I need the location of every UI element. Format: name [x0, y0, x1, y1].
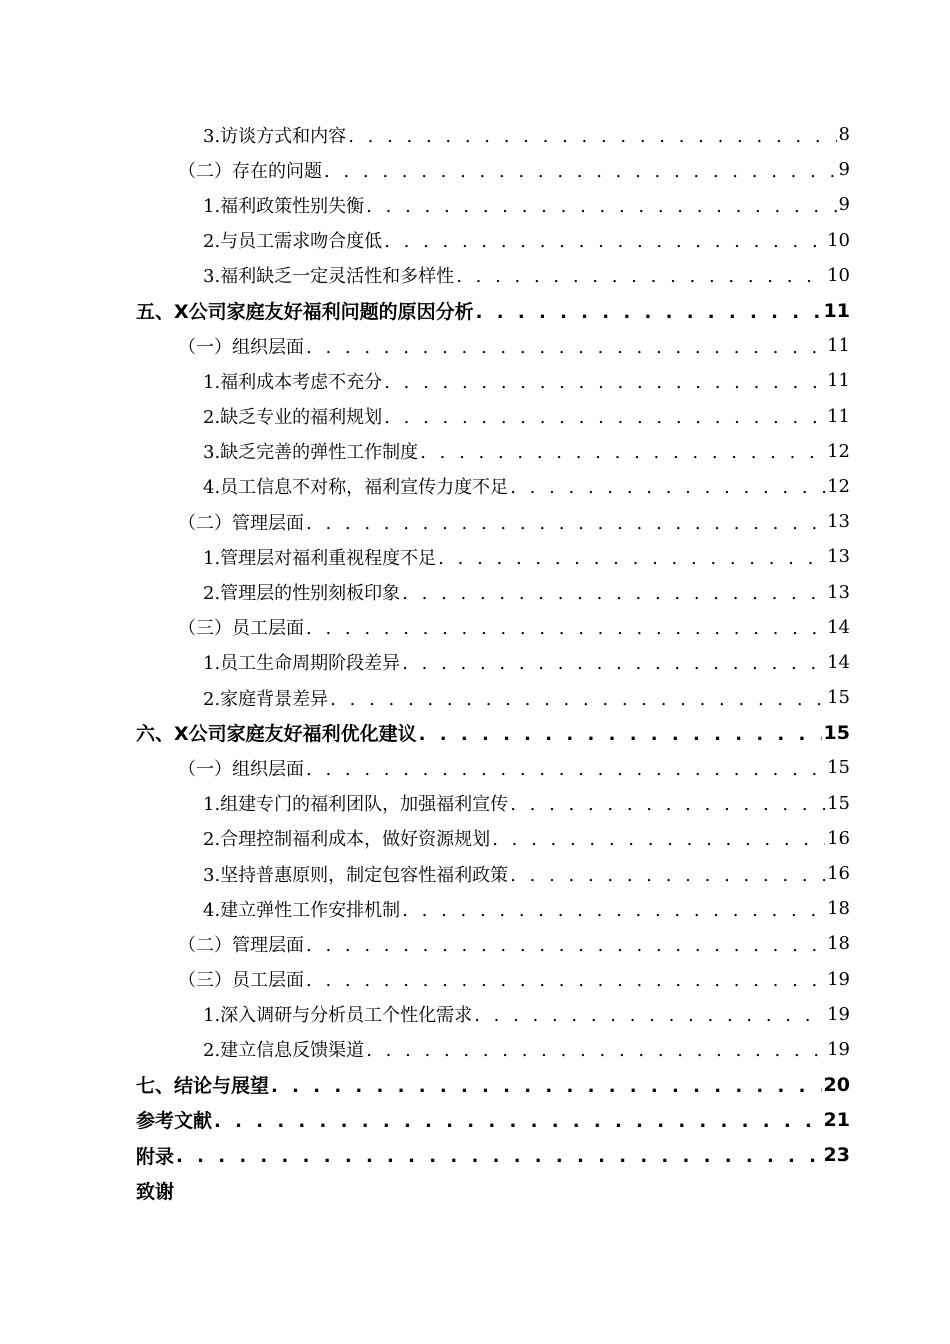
toc-entry-label: 3.缺乏完善的弹性工作制度	[203, 442, 419, 464]
toc-leader-dots	[306, 761, 825, 779]
toc-entry[interactable]	[0, 610, 950, 645]
toc-entry-page-number: 19	[827, 1003, 850, 1025]
toc-entry[interactable]	[0, 1137, 950, 1172]
toc-entry[interactable]	[0, 786, 950, 821]
toc-entry[interactable]	[0, 1067, 950, 1102]
toc-entry-label: 3.访谈方式和内容	[203, 125, 347, 147]
toc-entry[interactable]	[0, 926, 950, 961]
toc-entry[interactable]	[0, 187, 950, 222]
toc-entry-page-number: 18	[827, 933, 850, 955]
toc-entry[interactable]	[0, 328, 950, 363]
toc-leader-dots	[402, 902, 825, 920]
toc-entry-label: 1.福利政策性别失衡	[203, 195, 365, 217]
toc-entry[interactable]	[0, 645, 950, 680]
toc-entry-page-number: 9	[838, 159, 850, 181]
toc-entry-page-number: 13	[827, 581, 850, 603]
toc-leader-dots	[306, 515, 825, 533]
toc-entry-label: 1.员工生命周期阶段差异	[203, 653, 401, 675]
toc-entry-page-number: 13	[827, 546, 850, 568]
table-of-contents	[0, 117, 950, 1208]
toc-entry-label: 3.福利缺乏一定灵活性和多样性	[203, 266, 455, 288]
toc-entry[interactable]	[0, 293, 950, 328]
toc-entry-label: 致谢	[136, 1180, 175, 1203]
toc-entry-page-number: 10	[827, 229, 850, 251]
toc-leader-dots	[366, 1042, 825, 1060]
toc-entry-page-number: 16	[827, 863, 850, 885]
toc-entry-page-number: 19	[827, 1038, 850, 1060]
toc-entry-page-number: 11	[827, 370, 850, 392]
toc-entry-page-number: 15	[827, 687, 850, 709]
toc-leader-dots	[324, 163, 837, 181]
toc-entry[interactable]	[0, 1173, 950, 1208]
toc-entry-label: （一）组织层面	[178, 758, 304, 780]
toc-leader-dots	[271, 1078, 822, 1096]
toc-entry-page-number: 21	[823, 1108, 850, 1131]
toc-entry-label: 1.组建专门的福利团队，加强福利宣传	[203, 794, 509, 816]
toc-entry[interactable]	[0, 891, 950, 926]
toc-entry[interactable]	[0, 258, 950, 293]
toc-leader-dots	[419, 726, 822, 744]
toc-entry-label: 附录	[136, 1145, 175, 1168]
toc-entry[interactable]	[0, 504, 950, 539]
toc-entry[interactable]	[0, 821, 950, 856]
toc-entry-label: 七、结论与展望	[136, 1075, 270, 1098]
toc-leader-dots	[402, 585, 825, 603]
toc-entry-label: （二）存在的问题	[178, 160, 322, 182]
toc-entry-label: 2.合理控制福利成本，做好资源规划	[203, 829, 491, 851]
toc-leader-dots	[456, 268, 825, 286]
toc-entry-label: 2.缺乏专业的福利规划	[203, 407, 383, 429]
toc-entry-label: 2.与员工需求吻合度低	[203, 231, 383, 253]
toc-leader-dots	[402, 655, 825, 673]
toc-entry[interactable]	[0, 574, 950, 609]
toc-entry-label: 4.员工信息不对称，福利宣传力度不足	[203, 477, 509, 499]
toc-leader-dots	[474, 1007, 825, 1025]
toc-entry-page-number: 12	[827, 475, 850, 497]
toc-entry-page-number: 14	[827, 651, 850, 673]
toc-entry-label: 五、X公司家庭友好福利问题的原因分析	[136, 301, 474, 324]
toc-entry-label: （三）员工层面	[178, 618, 304, 640]
toc-leader-dots	[438, 550, 825, 568]
toc-entry-page-number: 18	[827, 898, 850, 920]
toc-entry-label: 2.建立信息反馈渠道	[203, 1040, 365, 1062]
toc-entry[interactable]	[0, 152, 950, 187]
toc-entry-page-number: 15	[823, 721, 850, 744]
toc-leader-dots	[384, 374, 825, 392]
toc-entry[interactable]	[0, 750, 950, 785]
toc-entry-page-number: 11	[827, 405, 850, 427]
toc-entry-label: 1.深入调研与分析员工个性化需求	[203, 1005, 473, 1027]
toc-entry[interactable]	[0, 469, 950, 504]
toc-entry[interactable]	[0, 962, 950, 997]
toc-leader-dots	[176, 1148, 822, 1166]
toc-leader-dots	[492, 831, 825, 849]
toc-leader-dots	[306, 937, 825, 955]
toc-entry-label: 2.管理层的性别刻板印象	[203, 583, 401, 605]
toc-entry[interactable]	[0, 223, 950, 258]
toc-entry-page-number: 10	[827, 264, 850, 286]
toc-entry-page-number: 15	[827, 757, 850, 779]
toc-entry[interactable]	[0, 997, 950, 1032]
toc-leader-dots	[510, 796, 825, 814]
toc-entry-label: 1.福利成本考虑不充分	[203, 371, 383, 393]
toc-entry[interactable]	[0, 680, 950, 715]
toc-leader-dots	[306, 339, 825, 357]
toc-leader-dots	[510, 479, 825, 497]
toc-leader-dots	[348, 128, 836, 146]
toc-leader-dots	[330, 691, 825, 709]
toc-entry-label: 参考文献	[136, 1110, 213, 1133]
toc-entry-page-number: 16	[827, 827, 850, 849]
toc-entry-label: 2.家庭背景差异	[203, 688, 329, 710]
toc-entry-page-number: 13	[827, 511, 850, 533]
toc-leader-dots	[306, 972, 825, 990]
toc-entry-page-number: 20	[823, 1073, 850, 1096]
toc-entry-page-number: 12	[827, 440, 850, 462]
toc-entry[interactable]	[0, 117, 950, 152]
toc-entry-page-number: 11	[823, 299, 850, 322]
toc-entry[interactable]	[0, 399, 950, 434]
toc-entry-label: 1.管理层对福利重视程度不足	[203, 547, 437, 569]
toc-entry[interactable]	[0, 1102, 950, 1137]
toc-leader-dots	[420, 444, 825, 462]
toc-entry-label: （三）员工层面	[178, 970, 304, 992]
toc-entry[interactable]	[0, 856, 950, 891]
toc-leader-dots	[476, 304, 822, 322]
toc-entry[interactable]	[0, 1032, 950, 1067]
toc-entry-label: 3.坚持普惠原则，制定包容性福利政策	[203, 864, 509, 886]
toc-entry-page-number: 23	[823, 1144, 850, 1167]
toc-entry-page-number: 9	[838, 194, 850, 216]
toc-leader-dots	[510, 867, 825, 885]
toc-entry-page-number: 8	[838, 124, 850, 146]
toc-leader-dots	[366, 198, 836, 216]
toc-entry-label: （二）管理层面	[178, 512, 304, 534]
toc-entry-label: 4.建立弹性工作安排机制	[203, 899, 401, 921]
toc-entry-label: 六、X公司家庭友好福利优化建议	[136, 723, 417, 746]
toc-entry[interactable]	[0, 539, 950, 574]
toc-leader-dots	[306, 620, 825, 638]
toc-entry-page-number: 14	[827, 616, 850, 638]
toc-entry-page-number: 11	[827, 335, 850, 357]
toc-entry[interactable]	[0, 363, 950, 398]
toc-entry-page-number: 15	[827, 792, 850, 814]
toc-entry[interactable]	[0, 434, 950, 469]
toc-leader-dots	[384, 233, 825, 251]
toc-entry-label: （一）组织层面	[178, 336, 304, 358]
toc-entry-label: （二）管理层面	[178, 934, 304, 956]
toc-leader-dots	[384, 409, 825, 427]
toc-entry[interactable]	[0, 715, 950, 750]
toc-leader-dots	[214, 1113, 822, 1131]
toc-entry-page-number: 19	[827, 968, 850, 990]
